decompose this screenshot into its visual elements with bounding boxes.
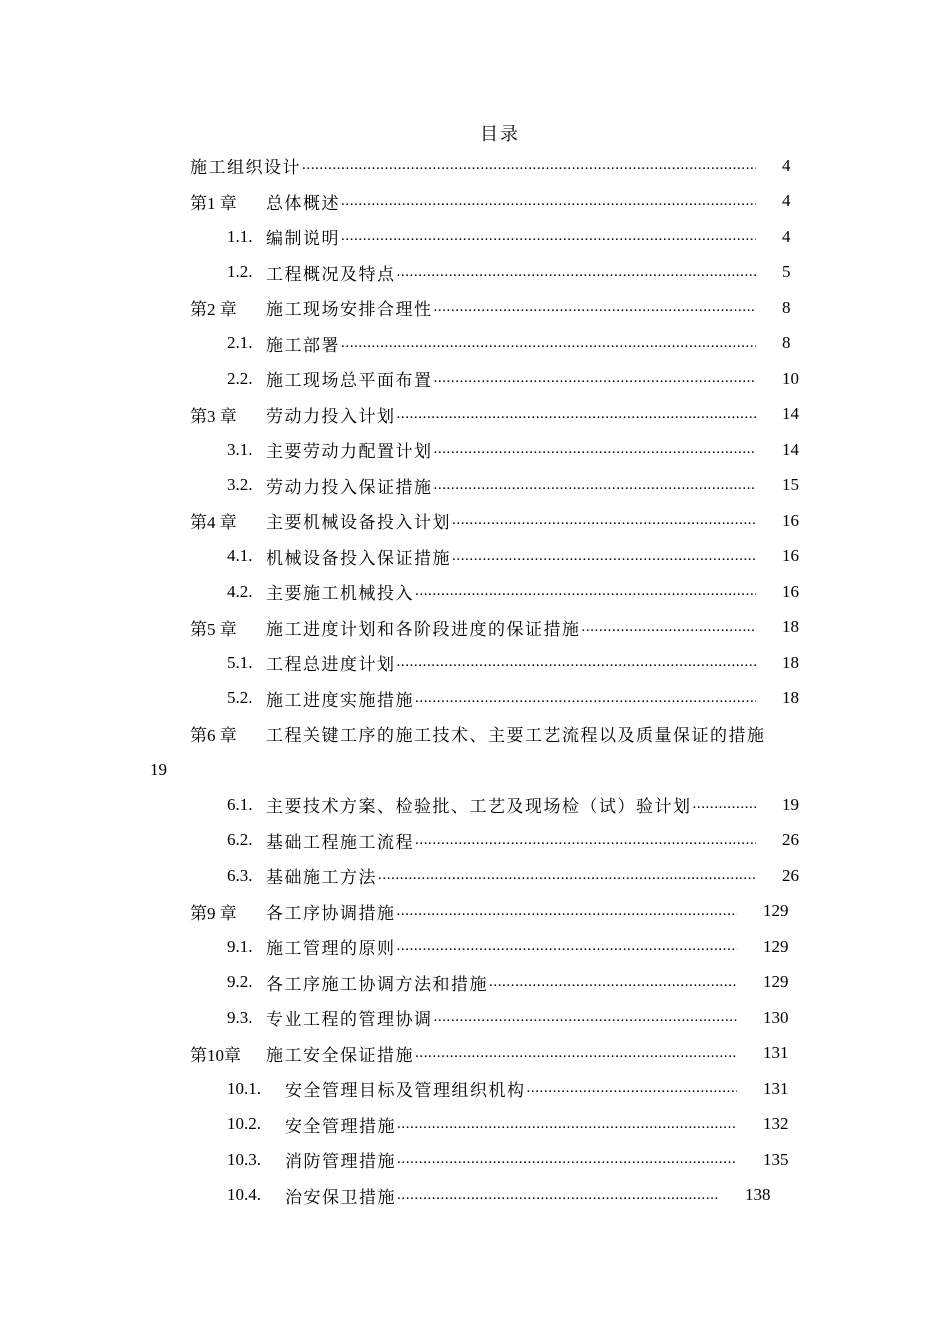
toc-entry-text: 施工现场总平面布置 <box>266 371 433 392</box>
toc-entry-text: 工程总进度计划 <box>266 655 396 676</box>
toc-entry[interactable] <box>0 929 950 965</box>
toc-entry[interactable] <box>0 1036 950 1072</box>
toc-entry-text: 工程概况及特点 <box>266 264 396 285</box>
toc-entry-text: 各工序协调措施 <box>266 903 396 924</box>
toc-section-number: 5.1. <box>227 652 253 672</box>
dot-leader <box>341 335 756 352</box>
toc-page-number: 18 <box>782 652 799 672</box>
toc-chapter-number: 第4 章 <box>190 513 237 533</box>
dot-leader <box>397 1116 737 1133</box>
toc-chapter-number: 第10章 <box>190 1045 241 1065</box>
toc-entry-text: 主要机械设备投入计划 <box>266 513 451 534</box>
toc-entry-text: 主要劳动力配置计划 <box>266 442 433 463</box>
dot-leader <box>341 193 756 210</box>
toc-entry-text: 施工现场安排合理性 <box>266 300 433 321</box>
dot-leader <box>397 903 738 920</box>
toc-section-number: 3.1. <box>227 439 253 459</box>
dot-leader <box>527 1080 738 1097</box>
toc-page-number: 8 <box>782 297 791 317</box>
toc-section-number: 3.2. <box>227 475 253 495</box>
toc-section-number: 1.2. <box>227 262 253 282</box>
toc-title: 目录 <box>480 124 520 145</box>
toc-entry[interactable] <box>0 1142 950 1178</box>
toc-entry-text: 消防管理措施 <box>285 1152 396 1173</box>
toc-section-number: 6.2. <box>227 830 253 850</box>
toc-entry-text: 施工进度实施措施 <box>266 690 414 711</box>
toc-entry[interactable] <box>0 1071 950 1107</box>
toc-entry-text: 主要施工机械投入 <box>266 584 414 605</box>
toc-section-number: 9.3. <box>227 1007 253 1027</box>
toc-entry-text: 各工序施工协调方法和措施 <box>266 974 488 995</box>
toc-page-number: 26 <box>782 830 799 850</box>
toc-page-number: 18 <box>782 688 799 708</box>
toc-page-number: 19 <box>782 794 799 814</box>
toc-entry-text: 治安保卫措施 <box>285 1187 396 1208</box>
toc-entry-text: 施工进度计划和各阶段进度的保证措施 <box>266 619 581 640</box>
toc-entry-text: 安全管理措施 <box>285 1116 396 1137</box>
toc-section-number: 2.1. <box>227 333 253 353</box>
dot-leader <box>378 867 756 884</box>
toc-chapter-number: 第5 章 <box>190 619 237 639</box>
toc-entry[interactable] <box>0 894 950 930</box>
toc-entry[interactable] <box>0 574 950 610</box>
dot-leader <box>434 1009 738 1026</box>
toc-entry[interactable] <box>0 1107 950 1143</box>
dot-leader <box>415 1045 737 1062</box>
toc-page-number: 14 <box>782 439 799 459</box>
toc-entry-text: 基础施工方法 <box>266 868 377 889</box>
toc-entry[interactable] <box>0 539 950 575</box>
toc-entry[interactable] <box>0 681 950 717</box>
toc-entry-text: 总体概述 <box>266 193 340 214</box>
dot-leader <box>415 690 756 707</box>
dot-leader <box>434 370 757 387</box>
toc-page-number: 129 <box>763 901 789 921</box>
toc-entry-text: 主要技术方案、检验批、工艺及现场检（试）验计划 <box>266 797 692 818</box>
dot-leader <box>452 548 756 565</box>
dot-leader <box>397 1151 737 1168</box>
toc-entry[interactable] <box>0 468 950 504</box>
toc-entry[interactable] <box>0 1178 950 1214</box>
toc-entry-text: 编制说明 <box>266 229 340 250</box>
toc-entry-text: 机械设备投入保证措施 <box>266 548 451 569</box>
dot-leader <box>693 796 757 813</box>
toc-entry[interactable] <box>0 858 950 894</box>
toc-entry[interactable] <box>0 965 950 1001</box>
toc-entry-text: 施工管理的原则 <box>266 939 396 960</box>
toc-page-number: 8 <box>782 333 791 353</box>
toc-entry[interactable] <box>0 290 950 326</box>
toc-chapter-number: 第9 章 <box>190 903 237 923</box>
toc-entry-text: 劳动力投入保证措施 <box>266 477 433 498</box>
toc-entry[interactable] <box>0 326 950 362</box>
toc-entry-text: 工程关键工序的施工技术、主要工艺流程以及质量保证的措施 <box>266 726 766 747</box>
toc-page-number: 19 <box>150 759 167 779</box>
dot-leader <box>397 654 757 671</box>
toc-page-number: 16 <box>782 546 799 566</box>
toc-chapter-number: 第2 章 <box>190 300 237 320</box>
toc-section-number: 9.1. <box>227 936 253 956</box>
toc-entry[interactable] <box>0 432 950 468</box>
toc-page-number: 16 <box>782 581 799 601</box>
toc-entry[interactable] <box>0 716 950 752</box>
toc-entry[interactable] <box>0 184 950 220</box>
toc-section-number: 6.1. <box>227 794 253 814</box>
toc-section-number: 9.2. <box>227 972 253 992</box>
dot-leader <box>302 157 756 174</box>
toc-entry-text: 劳动力投入计划 <box>266 406 396 427</box>
toc-entry[interactable] <box>0 787 950 823</box>
toc-entry-text: 基础工程施工流程 <box>266 832 414 853</box>
dot-leader <box>434 441 757 458</box>
toc-page-number: 16 <box>782 510 799 530</box>
toc-page-number: 14 <box>782 404 799 424</box>
dot-leader <box>489 974 737 991</box>
toc-page-number: 138 <box>745 1185 771 1205</box>
toc-page-number: 10 <box>782 368 799 388</box>
toc-section-number: 1.1. <box>227 226 253 246</box>
toc-entry-text: 施工部署 <box>266 335 340 356</box>
toc-entry[interactable] <box>0 823 950 859</box>
toc-chapter-number: 第3 章 <box>190 406 237 426</box>
toc-entry[interactable] <box>0 255 950 291</box>
dot-leader <box>434 477 757 494</box>
toc-section-number: 10.1. <box>227 1078 261 1098</box>
toc-section-number: 10.2. <box>227 1114 261 1134</box>
dot-leader <box>397 264 757 281</box>
toc-chapter-number: 第6 章 <box>190 726 237 746</box>
dot-leader <box>415 583 756 600</box>
toc-page-number: 18 <box>782 617 799 637</box>
toc-entry[interactable] <box>0 610 950 646</box>
dot-leader <box>397 1187 718 1204</box>
toc-page-number: 4 <box>782 226 791 246</box>
toc-page-number: 130 <box>763 1007 789 1027</box>
dot-leader <box>582 619 757 636</box>
toc-entry[interactable] <box>0 361 950 397</box>
toc-page-number: 131 <box>763 1043 789 1063</box>
toc-page-number: 26 <box>782 865 799 885</box>
dot-leader <box>341 228 756 245</box>
toc-entry-text: 施工组织设计 <box>190 158 301 179</box>
dot-leader <box>397 406 757 423</box>
toc-page-number: 15 <box>782 475 799 495</box>
toc-list <box>0 148 950 1213</box>
toc-page-number: 135 <box>763 1149 789 1169</box>
toc-entry[interactable] <box>0 645 950 681</box>
toc-page-number: 4 <box>782 191 791 211</box>
toc-entry[interactable] <box>0 397 950 433</box>
toc-section-number: 2.2. <box>227 368 253 388</box>
dot-leader <box>434 299 757 316</box>
toc-section-number: 5.2. <box>227 688 253 708</box>
toc-page-number: 129 <box>763 972 789 992</box>
toc-page-number: 129 <box>763 936 789 956</box>
toc-entry[interactable] <box>0 148 950 184</box>
dot-leader <box>415 832 756 849</box>
dot-leader <box>397 938 738 955</box>
toc-page-number: 4 <box>782 155 791 175</box>
toc-entry[interactable] <box>0 1000 950 1036</box>
toc-page-number: 131 <box>763 1078 789 1098</box>
toc-section-number: 4.2. <box>227 581 253 601</box>
toc-page-number: 5 <box>782 262 791 282</box>
toc-section-number: 10.3. <box>227 1149 261 1169</box>
toc-entry-text: 安全管理目标及管理组织机构 <box>285 1081 526 1102</box>
toc-entry[interactable] <box>0 503 950 539</box>
toc-entry-text: 专业工程的管理协调 <box>266 1010 433 1031</box>
toc-chapter-number: 第1 章 <box>190 193 237 213</box>
toc-section-number: 4.1. <box>227 546 253 566</box>
toc-entry-text: 施工安全保证措施 <box>266 1045 414 1066</box>
toc-page-number: 132 <box>763 1114 789 1134</box>
toc-section-number: 10.4. <box>227 1185 261 1205</box>
toc-entry[interactable] <box>0 219 950 255</box>
dot-leader <box>452 512 756 529</box>
toc-entry-continuation <box>0 752 950 788</box>
toc-section-number: 6.3. <box>227 865 253 885</box>
